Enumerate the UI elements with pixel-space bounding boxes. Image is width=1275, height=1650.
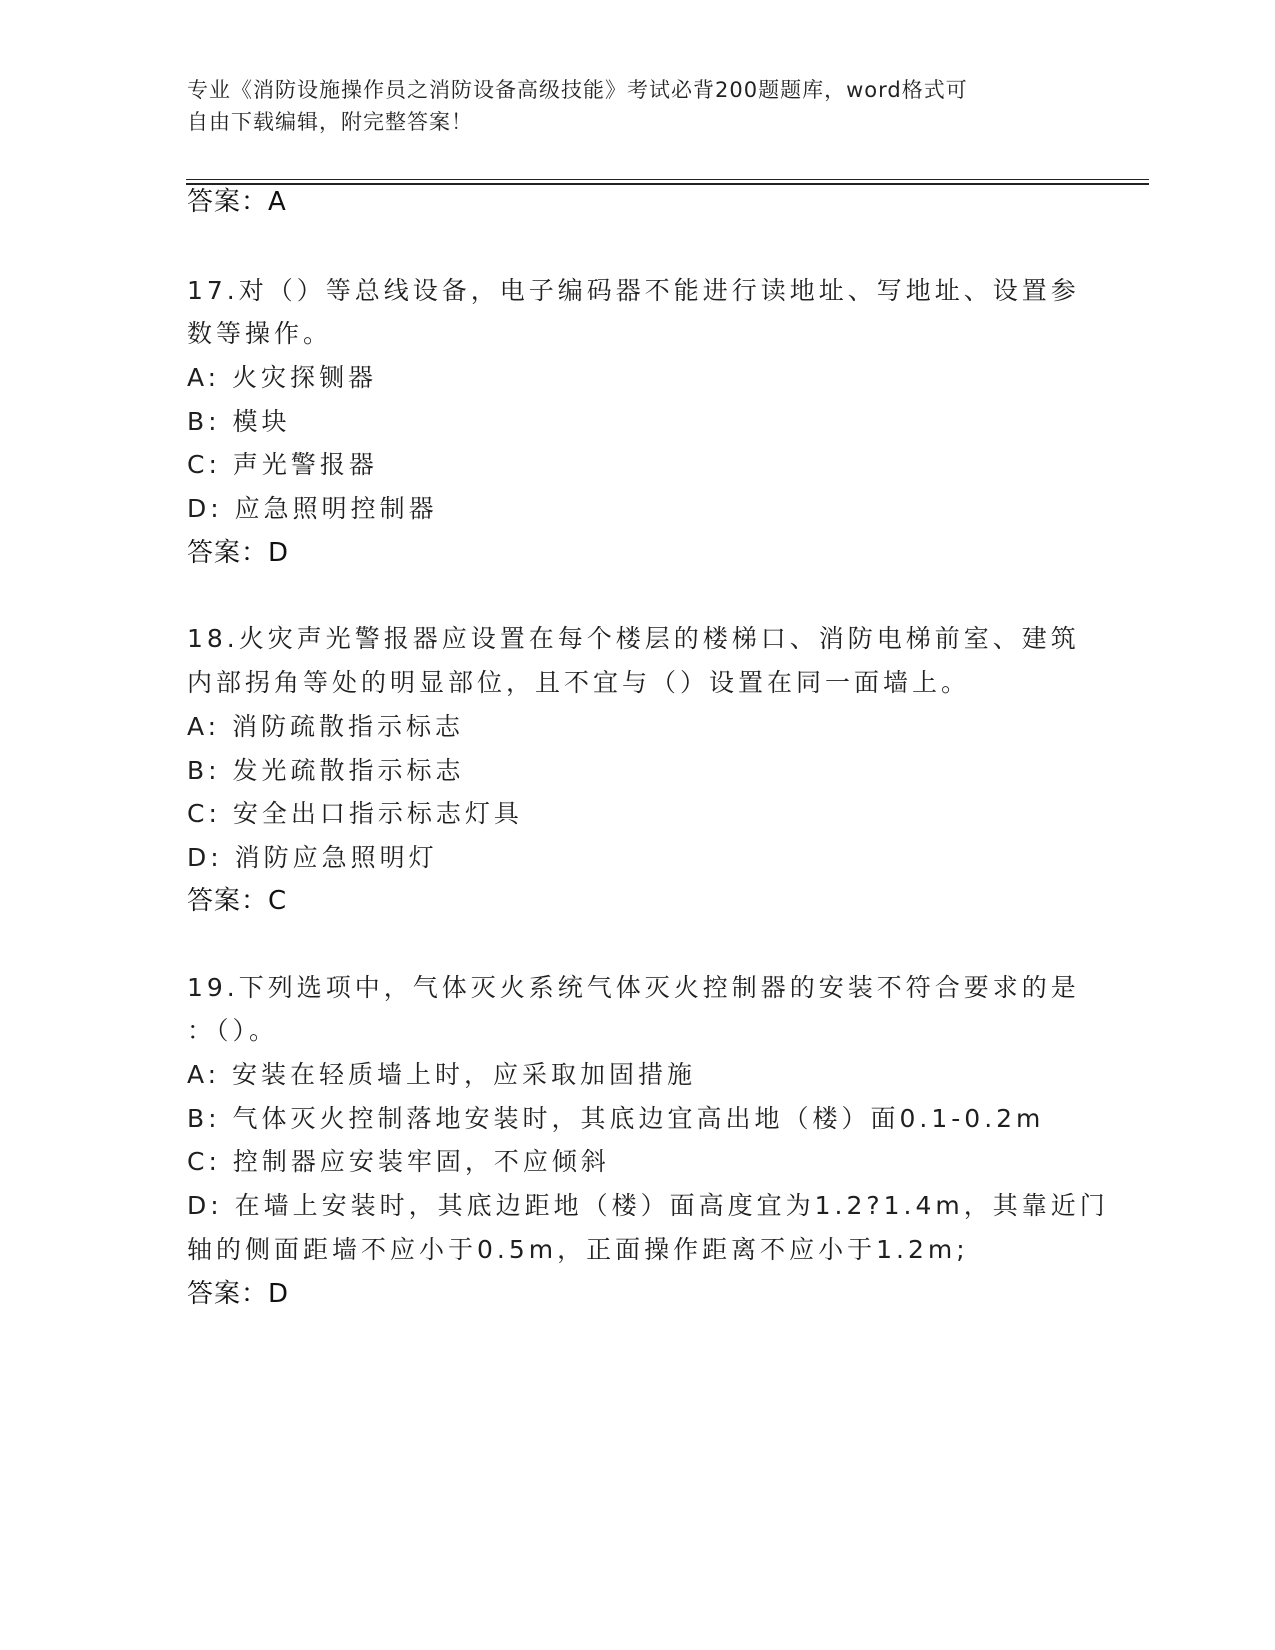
document-header — [187, 74, 1067, 138]
option-a: A: 安装在轻质墙上时，应采取加固措施 — [187, 1060, 697, 1089]
option-c: C: 声光警报器 — [187, 450, 378, 479]
option-c: C: 安全出口指示标志灯具 — [187, 799, 523, 828]
answer: 答案：D — [187, 1279, 290, 1309]
option-d: D: 消防应急照明灯 — [187, 843, 438, 872]
option-a: A: 消防疏散指示标志 — [187, 712, 465, 741]
header-divider-thick — [186, 183, 1149, 185]
option-a: A: 火灾探铡器 — [187, 363, 378, 392]
question-stem-line: 19.下列选项中，气体灭火系统气体灭火控制器的安装不符合要求的是 — [187, 973, 1080, 1002]
option-b: B: 发光疏散指示标志 — [187, 756, 465, 785]
option-d-continued: 轴的侧面距墙不应小于0.5m，正面操作距离不应小于1.2m; — [187, 1235, 969, 1264]
question-stem-line: 内部拐角等处的明显部位，且不宜与（）设置在同一面墙上。 — [187, 668, 971, 697]
header-divider-thin — [186, 179, 1149, 180]
question-stem-line: 数等操作。 — [187, 319, 333, 348]
option-c: C: 控制器应安装牢固，不应倾斜 — [187, 1147, 610, 1176]
option-b: B: 模块 — [187, 407, 291, 436]
option-b: B: 气体灭火控制落地安装时，其底边宜高出地（楼）面0.1-0.2m — [187, 1104, 1045, 1133]
header-line-1: 专业《消防设施操作员之消防设备高级技能》考试必背200题题库，word格式可 — [187, 78, 968, 102]
question-stem-line: 18.火灾声光警报器应设置在每个楼层的楼梯口、消防电梯前室、建筑 — [187, 624, 1080, 653]
option-d: D: 应急照明控制器 — [187, 494, 438, 523]
header-line-2: 自由下载编辑，附完整答案！ — [187, 110, 473, 134]
previous-answer: 答案：A — [187, 187, 287, 217]
answer: 答案：D — [187, 538, 290, 568]
option-d: D: 在墙上安装时，其底边距地（楼）面高度宜为1.2?1.4m，其靠近门 — [187, 1191, 1109, 1220]
question-stem-line: ：（）。 — [187, 1016, 279, 1045]
question-stem-line: 17.对（）等总线设备，电子编码器不能进行读地址、写地址、设置参 — [187, 276, 1080, 305]
answer: 答案：C — [187, 886, 288, 916]
